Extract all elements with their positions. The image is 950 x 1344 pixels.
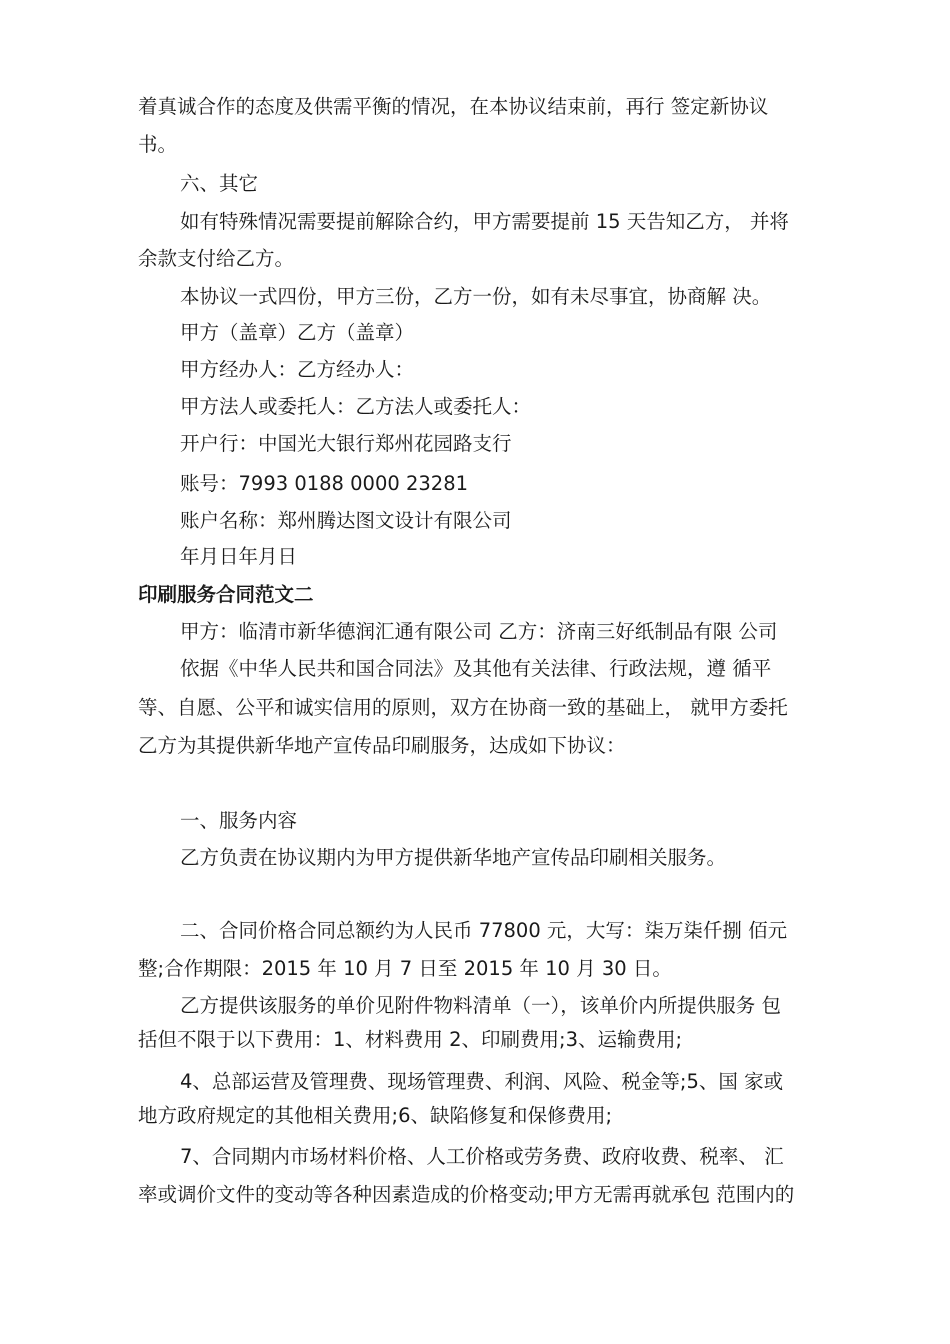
text-line: 书。	[138, 133, 178, 156]
text-line: 甲方（盖章）乙方（盖章）	[180, 321, 415, 344]
text-line: 整;合作期限：2015 年 10 月 7 日至 2015 年 10 月 30 日。	[138, 957, 672, 980]
text-line: 乙方负责在协议期内为甲方提供新华地产宣传品印刷相关服务。	[180, 846, 727, 869]
text-line: 年月日年月日	[180, 545, 298, 568]
text-line: 7、合同期内市场材料价格、人工价格或劳务费、政府收费、税率、 汇	[180, 1145, 784, 1168]
text-line: 4、总部运营及管理费、现场管理费、利润、风险、税金等;5、国 家或	[180, 1070, 784, 1093]
text-line: 甲方：临清市新华德润汇通有限公司 乙方：济南三好纸制品有限 公司	[180, 620, 778, 643]
text-line: 依据《中华人民共和国合同法》及其他有关法律、行政法规，遵 循平	[180, 657, 772, 680]
text-line: 甲方经办人：乙方经办人：	[180, 358, 415, 381]
section-heading: 六、其它	[180, 172, 259, 195]
text-line: 本协议一式四份，甲方三份，乙方一份，如有未尽事宜，协商解 决。	[180, 285, 772, 308]
text-line: 乙方提供该服务的单价见附件物料清单（一），该单价内所提供服务 包	[180, 994, 781, 1017]
text-line: 二、合同价格合同总额约为人民币 77800 元，大写：柒万柒仟捌 佰元	[180, 919, 788, 942]
text-line: 开户行：中国光大银行郑州花园路支行	[180, 432, 512, 455]
text-line: 账户名称：郑州腾达图文设计有限公司	[180, 509, 512, 532]
section-heading: 一、服务内容	[180, 809, 298, 832]
text-line: 如有特殊情况需要提前解除合约，甲方需要提前 15 天告知乙方， 并将	[180, 210, 789, 233]
text-line: 率或调价文件的变动等各种因素造成的价格变动;甲方无需再就承包 范围内的	[138, 1183, 795, 1206]
text-line: 括但不限于以下费用：1、材料费用 2、印刷费用;3、运输费用;	[138, 1028, 683, 1051]
text-line: 甲方法人或委托人：乙方法人或委托人：	[180, 395, 532, 418]
document-title: 印刷服务合同范文二	[138, 583, 314, 606]
text-line: 等、自愿、公平和诚实信用的原则，双方在协商一致的基础上， 就甲方委托	[138, 696, 788, 719]
text-line: 乙方为其提供新华地产宣传品印刷服务，达成如下协议：	[138, 734, 626, 757]
text-line: 地方政府规定的其他相关费用;6、缺陷修复和保修费用;	[138, 1104, 613, 1127]
text-line: 着真诚合作的态度及供需平衡的情况，在本协议结束前，再行 签定新协议	[138, 95, 769, 118]
text-line: 账号：7993 0188 0000 23281	[180, 472, 469, 495]
text-line: 余款支付给乙方。	[138, 247, 295, 270]
